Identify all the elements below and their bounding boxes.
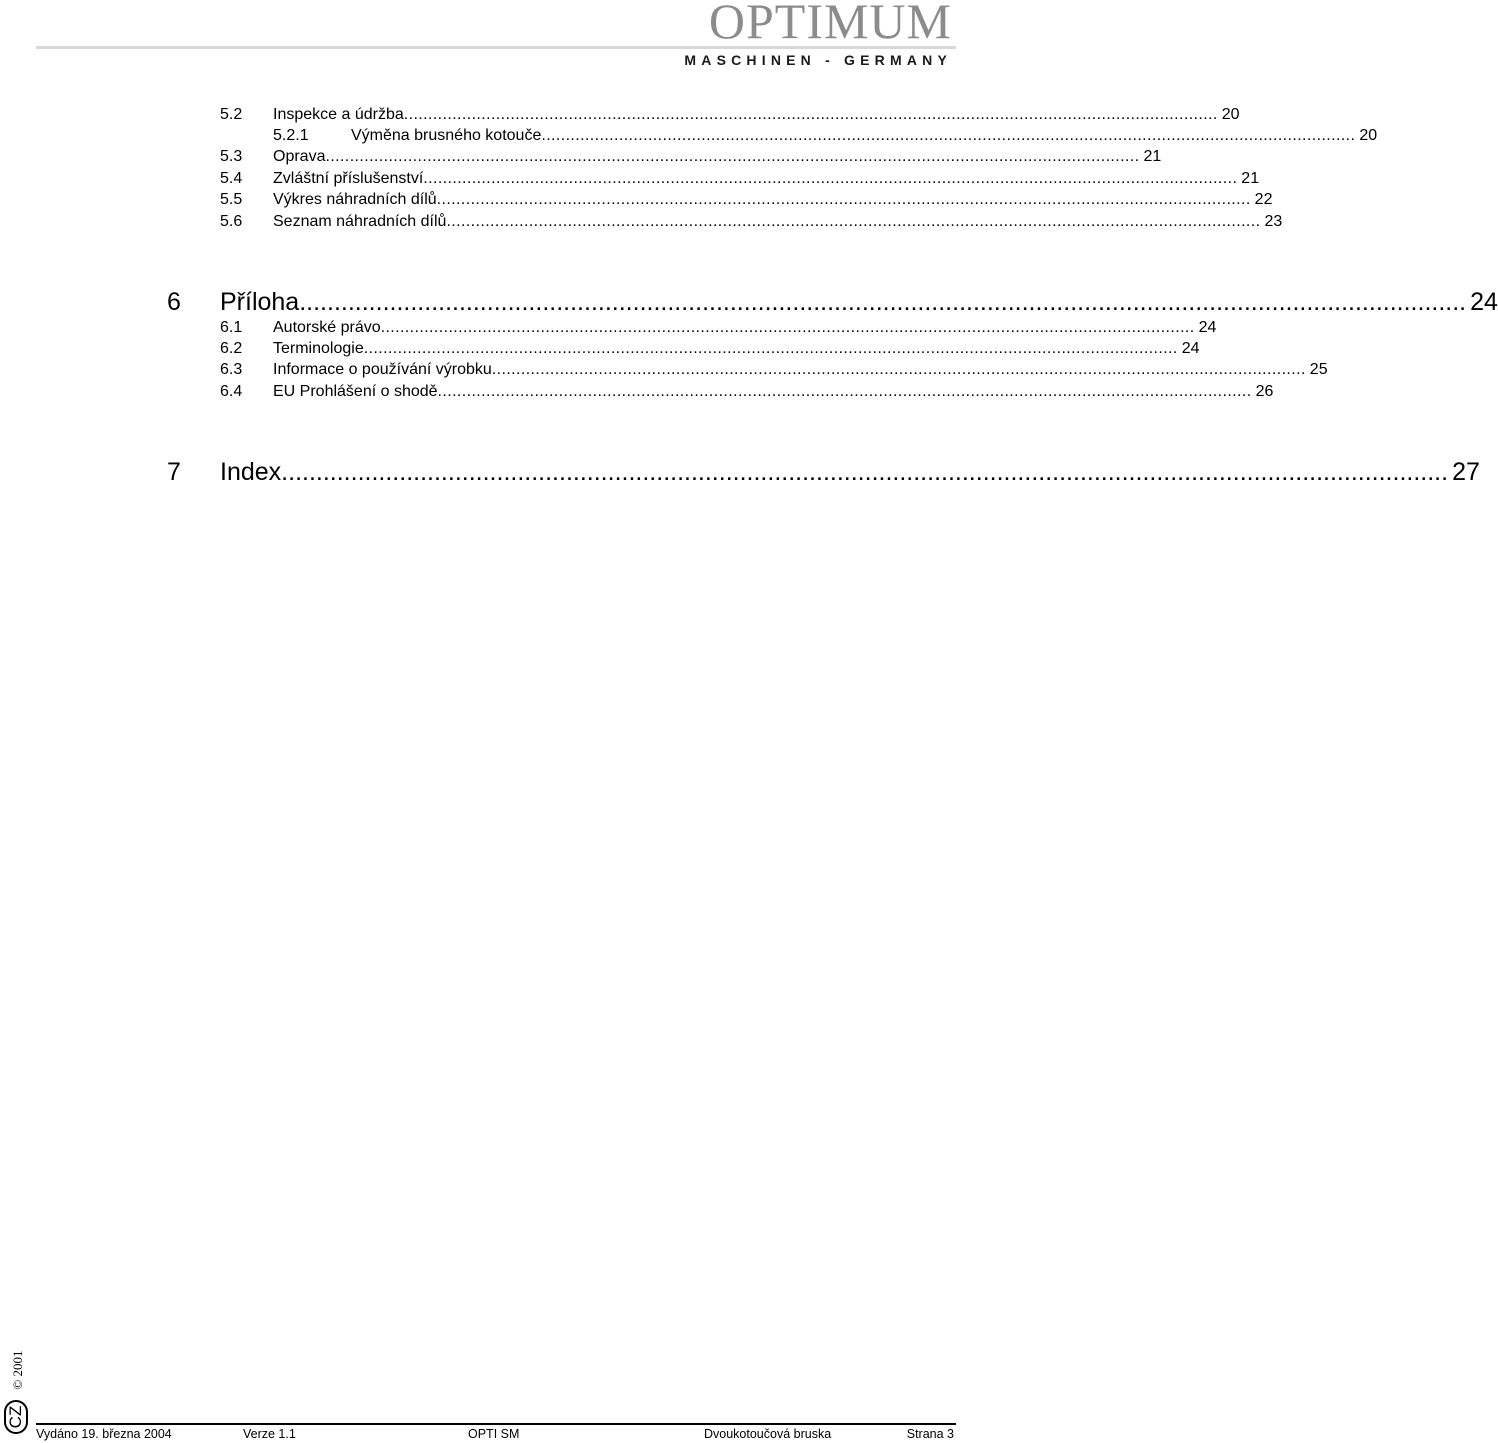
copyright-text: © 2001 <box>10 1350 25 1390</box>
toc-number: 5.3 <box>220 148 243 165</box>
toc-number: 6.4 <box>220 383 243 400</box>
toc-page: 24 <box>1181 340 1200 357</box>
toc-number: 6 <box>167 288 181 316</box>
toc-leader: ........................................................................................................................................................................ <box>437 383 1252 400</box>
page-footer <box>0 1426 960 1443</box>
toc-chapter[interactable] <box>0 455 1480 489</box>
toc-entry[interactable] <box>0 146 1162 168</box>
toc-leader: ........................................................................................................................................................................ <box>541 127 1356 144</box>
toc-title: Oprava <box>273 148 326 165</box>
footer-page-number: Strana 3 <box>906 1427 954 1441</box>
toc-page: 24 <box>1470 288 1498 316</box>
toc-title: Autorské právo <box>273 319 381 336</box>
toc-page: 23 <box>1264 213 1283 230</box>
toc-leader: ........................................................................................................................................................................ <box>281 458 1449 486</box>
toc-title: Informace o používání výrobku <box>273 361 492 378</box>
toc-number: 5.2.1 <box>273 127 309 144</box>
toc-title: Výměna brusného kotouče <box>351 127 542 144</box>
toc-page: 24 <box>1198 319 1217 336</box>
toc-leader: ........................................................................................................................................................................ <box>380 319 1195 336</box>
toc-entry[interactable] <box>0 211 1283 233</box>
toc-chapter[interactable] <box>0 285 1498 319</box>
toc-number: 6.2 <box>220 340 243 357</box>
toc-title: Příloha <box>220 288 300 316</box>
footer-divider <box>36 1423 956 1425</box>
toc-leader: ........................................................................................................................................................................ <box>491 361 1306 378</box>
toc-title: EU Prohlášení o shodě <box>273 383 438 400</box>
toc-page: 22 <box>1254 191 1273 208</box>
toc-title: Seznam náhradních dílů <box>273 213 447 230</box>
toc-page: 21 <box>1241 170 1260 187</box>
copyright-notice <box>8 1340 28 1400</box>
header-divider <box>36 46 956 49</box>
toc-entry[interactable] <box>0 168 1260 190</box>
toc-number: 6.1 <box>220 319 243 336</box>
brand-name: OPTIMUM <box>708 0 952 49</box>
footer-model: OPTI SM <box>468 1427 520 1441</box>
toc-entry[interactable] <box>0 189 1273 211</box>
toc-leader: ........................................................................................................................................................................ <box>436 191 1251 208</box>
toc-entry[interactable] <box>0 104 1240 126</box>
toc-title: Zvláštní příslušenství <box>273 170 424 187</box>
toc-title: Inspekce a údržba <box>273 106 404 123</box>
toc-page: 20 <box>1359 127 1378 144</box>
toc-number: 5.5 <box>220 191 243 208</box>
toc-number: 6.3 <box>220 361 243 378</box>
toc-number: 7 <box>167 458 181 486</box>
toc-leader: ........................................................................................................................................................................ <box>363 340 1178 357</box>
toc-title: Terminologie <box>273 340 364 357</box>
brand-tagline: MASCHINEN - GERMANY <box>684 52 952 68</box>
toc-number: 5.6 <box>220 213 243 230</box>
toc-title: Index <box>220 458 282 486</box>
toc-page: 20 <box>1221 106 1240 123</box>
footer-product: Dvoukotoučová bruska <box>704 1427 832 1441</box>
toc-title: Výkres náhradních dílů <box>273 191 437 208</box>
toc-number: 5.4 <box>220 170 243 187</box>
footer-issued: Vydáno 19. března 2004 <box>36 1427 172 1441</box>
toc-number: 5.2 <box>220 106 243 123</box>
toc-leader: ........................................................................................................................................................................ <box>325 148 1140 165</box>
toc-entry[interactable] <box>0 381 1274 403</box>
toc-leader: ........................................................................................................................................................................ <box>423 170 1238 187</box>
toc-page: 26 <box>1255 383 1274 400</box>
toc-page: 27 <box>1452 458 1480 486</box>
language-code: CZ <box>6 1405 25 1429</box>
toc-leader: ........................................................................................................................................................................ <box>446 213 1261 230</box>
toc-page: 21 <box>1143 148 1162 165</box>
footer-version: Verze 1.1 <box>243 1427 296 1441</box>
toc-leader: ........................................................................................................................................................................ <box>403 106 1218 123</box>
brand-logo <box>684 0 952 68</box>
toc-page: 25 <box>1309 361 1328 378</box>
toc-entry[interactable] <box>0 317 1217 339</box>
toc-entry[interactable] <box>0 359 1328 381</box>
toc-leader: ........................................................................................................................................................................ <box>299 288 1467 316</box>
toc-entry[interactable] <box>0 338 1200 360</box>
toc-entry[interactable] <box>0 125 1378 147</box>
